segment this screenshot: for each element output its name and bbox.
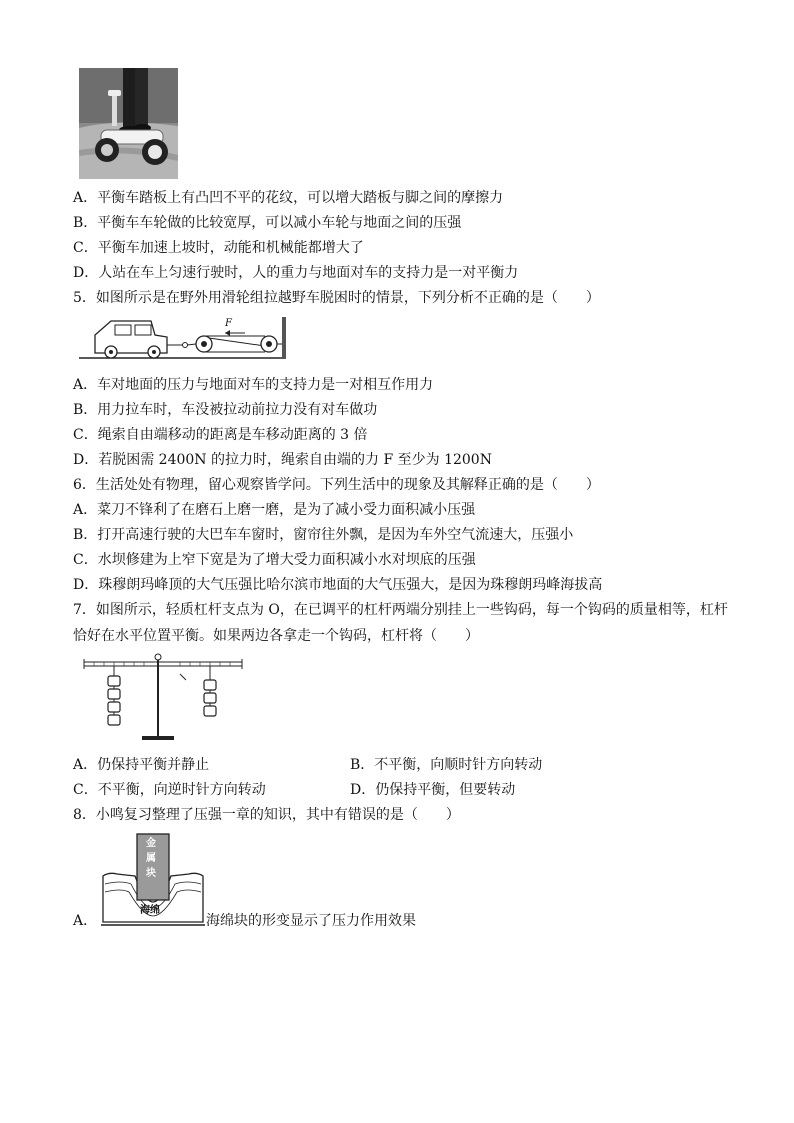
q6-option-b: B．打开高速行驶的大巴车车窗时，窗帘往外飘，是因为车外空气流速大，压强小 bbox=[73, 527, 574, 543]
q4-option-a: A．平衡车踏板上有凸凹不平的花纹，可以增大踏板与脚之间的摩擦力 bbox=[73, 190, 504, 206]
q8-figure-block-char-1: 金 bbox=[146, 838, 156, 849]
q8-figure-block-char-3: 块 bbox=[146, 868, 156, 879]
q6-option-a: A．菜刀不锋利了在磨石上磨一磨，是为了减小受力面积减小压强 bbox=[73, 502, 476, 518]
q8-stem: 8．小鸣复习整理了压强一章的知识，其中有错误的是（ ） bbox=[73, 807, 460, 823]
q7-option-c: C．不平衡，向逆时针方向转动 bbox=[73, 782, 266, 798]
q6-stem: 6．生活处处有物理，留心观察皆学问。下列生活中的现象及其解释正确的是（ ） bbox=[73, 477, 600, 493]
q7-option-a: A．仍保持平衡并静止 bbox=[73, 757, 210, 773]
q5-option-a: A．车对地面的压力与地面对车的支持力是一对相互作用力 bbox=[73, 377, 434, 393]
q5-option-c: C．绳索自由端移动的距离是车移动距离的 3 倍 bbox=[73, 427, 368, 443]
q8-option-a-prefix: A． bbox=[73, 913, 98, 929]
q8-figure-block-char-2: 属 bbox=[146, 853, 156, 864]
q5-option-b: B．用力拉车时，车没被拉动前拉力没有对车做功 bbox=[73, 402, 378, 418]
q7-stem-line-1: 7．如图所示，轻质杠杆支点为 O，在已调平的杠杆两端分别挂上一些钩码，每一个钩码的质量相等，杠杆 bbox=[73, 602, 728, 618]
q5-figure-force-label: F bbox=[225, 318, 232, 329]
q6-option-c: C．水坝修建为上窄下宽是为了增大受力面积减小水对坝底的压强 bbox=[73, 552, 476, 568]
q8-option-a-text: 海绵块的形变显示了压力作用效果 bbox=[206, 913, 416, 929]
q4-option-c: C．平衡车加速上坡时，动能和机械能都增大了 bbox=[73, 240, 364, 256]
q7-option-b: B．不平衡，向顺时针方向转动 bbox=[350, 757, 543, 773]
q5-stem: 5．如图所示是在野外用滑轮组拉越野车脱困时的情景，下列分析不正确的是（ ） bbox=[73, 290, 600, 306]
lever-figure bbox=[80, 650, 246, 746]
pulley-car-figure bbox=[79, 313, 286, 363]
q7-option-d: D．仍保持平衡，但要转动 bbox=[350, 782, 516, 798]
q7-stem-line-2: 恰好在水平位置平衡。如果两边各拿走一个钩码，杠杆将（ ） bbox=[73, 628, 479, 644]
q4-option-d: D．人站在车上匀速行驶时，人的重力与地面对车的支持力是一对平衡力 bbox=[73, 265, 519, 281]
balance-scooter-photo bbox=[79, 68, 178, 179]
q4-option-b: B．平衡车车轮做的比较宽厚，可以减小车轮与地面之间的压强 bbox=[73, 215, 462, 231]
q6-option-d: D．珠穆朗玛峰顶的大气压强比哈尔滨市地面的大气压强大，是因为珠穆朗玛峰海拔高 bbox=[73, 577, 603, 593]
q8-figure-sponge-label: 海绵 bbox=[140, 905, 160, 916]
q5-option-d: D．若脱困需 2400N 的拉力时，绳索自由端的力 F 至少为 1200N bbox=[73, 452, 492, 468]
